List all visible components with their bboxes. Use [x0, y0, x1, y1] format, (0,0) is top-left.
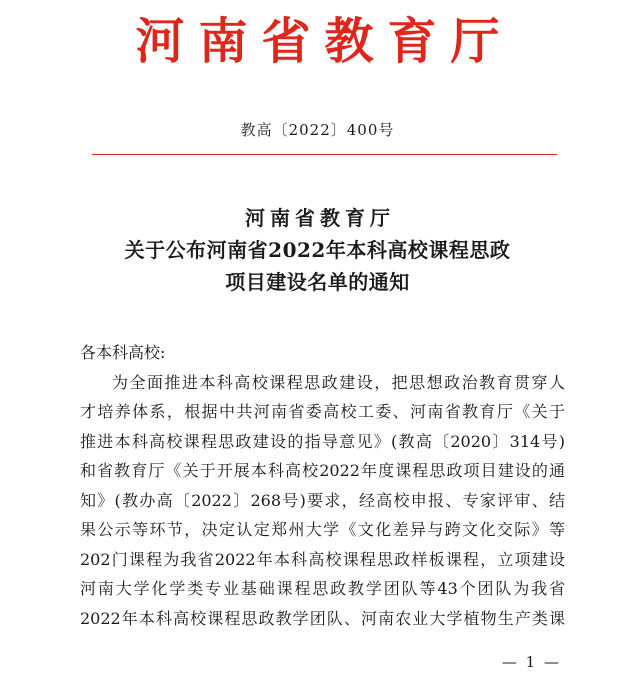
body-line: 果公示等环节，决定认定郑州大学《文化差异与跨文化交际》等 [80, 520, 565, 539]
notice-body [80, 338, 565, 633]
body-line: 为全面推进本科高校课程思政建设，把思想政治教育贯穿人 [112, 372, 565, 392]
salutation: 各本科高校: [80, 343, 166, 362]
title-line-3: 项目建设名单的通知 [225, 270, 410, 294]
body-line: 202门课程为我省2022年本科高校课程思政样板课程，立项建设 [80, 549, 565, 569]
body-line: 才培养体系，根据中共河南省委高校工委、河南省教育厅《关于 [80, 402, 565, 421]
body-line: 河南大学化学类专业基础课程思政教学团队等43个团队为我省 [80, 579, 565, 598]
title-line-1: 河南省教育厅 [245, 206, 395, 230]
body-line: 2022年本科高校课程思政教学团队、河南农业大学植物生产类课 [80, 608, 565, 628]
red-divider-line [92, 154, 557, 155]
notice-title [0, 202, 635, 298]
body-line: 和省教育厅《关于开展本科高校2022年度课程思政项目建设的通 [80, 461, 565, 480]
body-paragraph [80, 368, 565, 634]
document-number: 教高〔2022〕400号 [240, 121, 395, 139]
title-line-2: 关于公布河南省2022年本科高校课程思政 [124, 238, 511, 262]
page-number: — 1 — [501, 653, 561, 671]
body-line: 推进本科高校课程思政建设的指导意见》(教高〔2020〕314号) [80, 431, 565, 451]
body-line: 知》(教办高〔2022〕268号)要求，经高校申报、专家评审、结 [80, 490, 565, 510]
masthead-title: 河南省教育厅 [135, 13, 514, 70]
